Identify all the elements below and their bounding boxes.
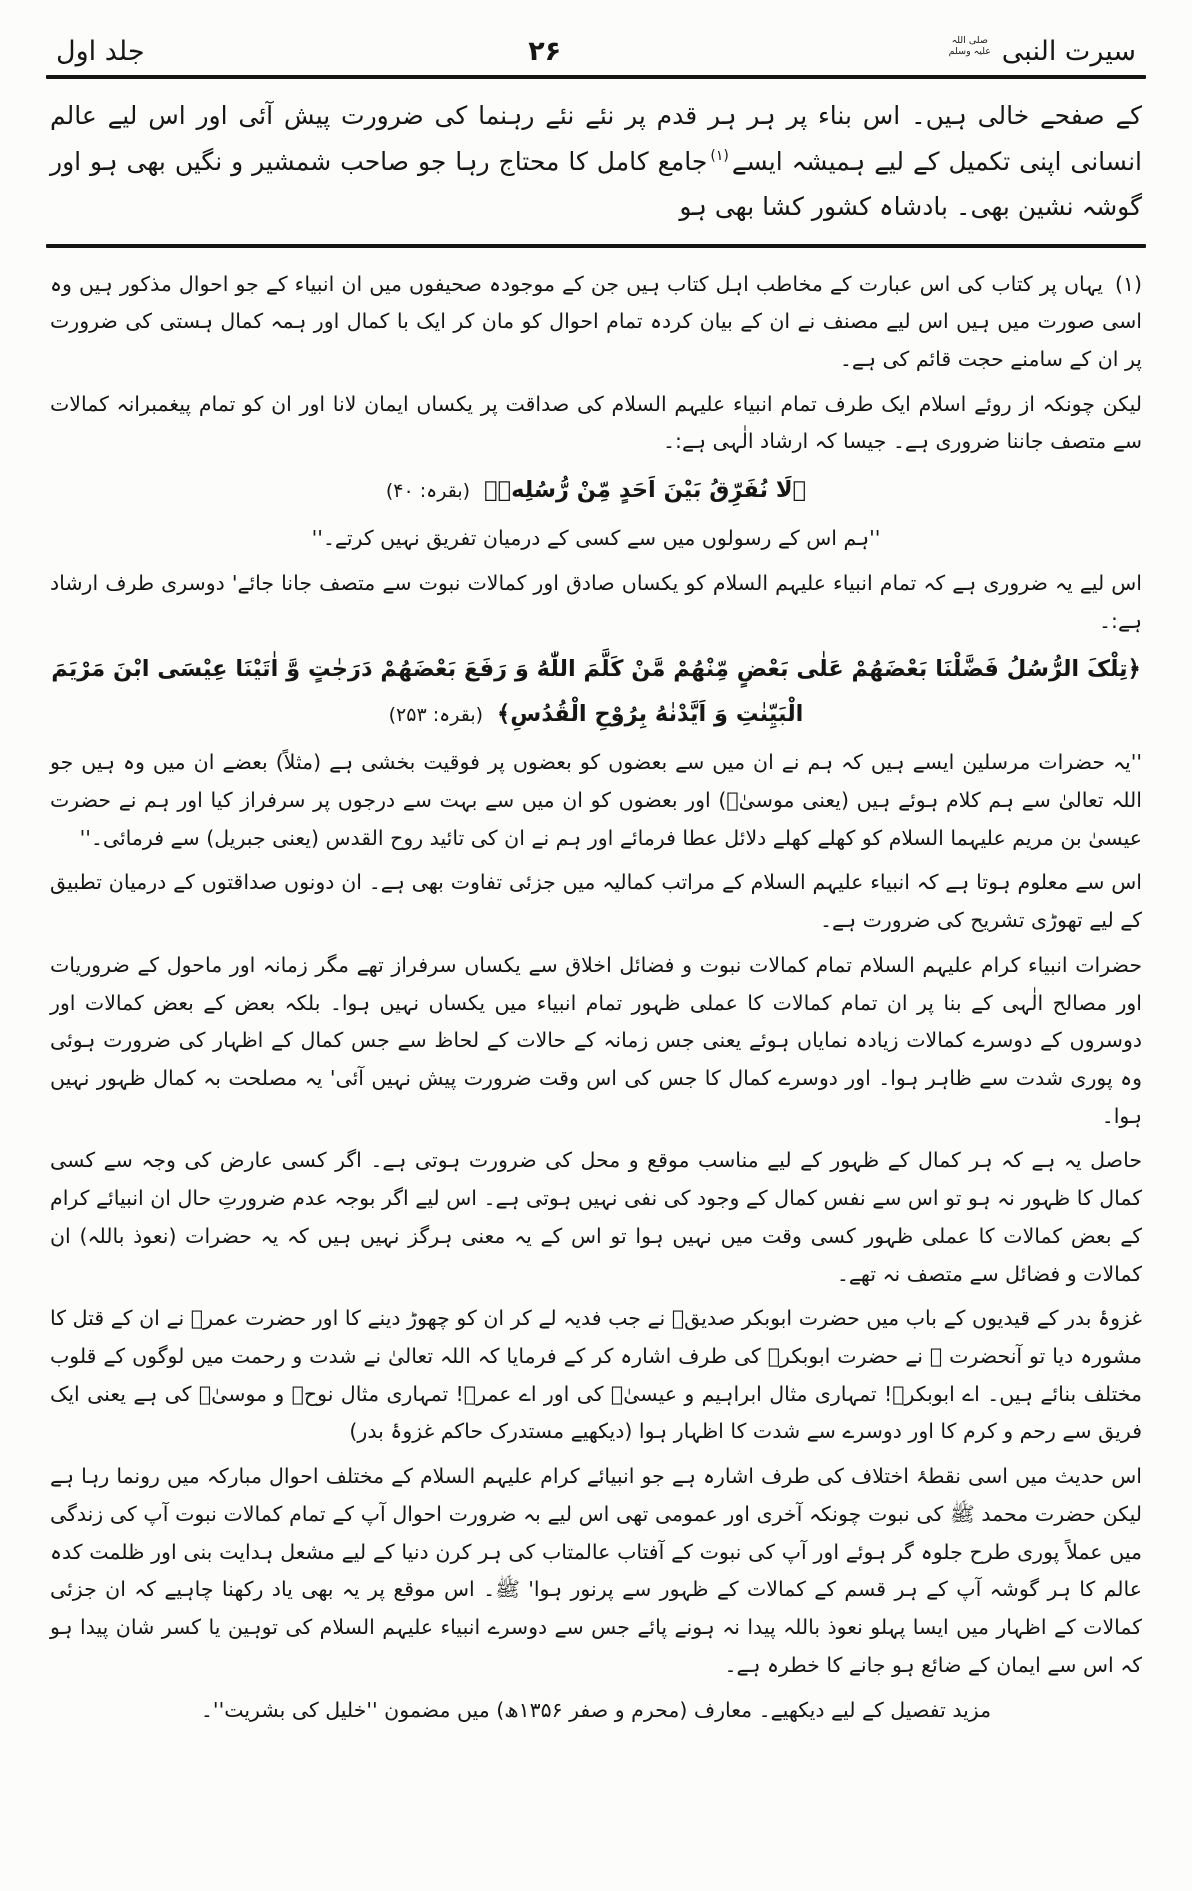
footnote-paragraph: [50, 266, 1142, 379]
quran-verse: [50, 647, 1142, 737]
footnote-section: [46, 266, 1146, 1730]
footnote-text: یہاں پر کتاب کی اس عبارت کے مخاطب اہل کتاب ہیں جن کے موجودہ صحیفوں میں ان انبیاء کے جو احوال مذکور ہیں وہ اسی صورت میں ہیں اس لیے مصنف نے ان کے بیان کردہ تمام احوال کو مان کر ایک با کمال اور ہمہ کمال ہستی کی ضرورت پر ان کے سامنے حجت قائم کی ہے۔: [50, 271, 1142, 371]
main-text-line2-before: کے لیے ہمیشہ ایسے: [731, 146, 940, 176]
footnote-marker: (۱): [1114, 271, 1142, 296]
volume-label: جلد اول: [56, 36, 145, 67]
footnote-paragraph: اس سے معلوم ہوتا ہے کہ انبیاء علیہم السلام کے مراتب کمالیہ میں جزئی تفاوت بھی ہے۔ ان دونوں صداقتوں کے درمیان تطبیق کے لیے تھوڑی تشریح کی ضرورت ہے۔: [50, 870, 1142, 933]
main-text-line1: کے صفحے خالی ہیں۔ اس بناء پر ہر ہر قدم پر نئے نئے رہنما کی ضرورت پیش آئی اور اس لیے عالم انسانی اپنی تکمیل: [50, 101, 1142, 176]
book-title-text: سیرت النبی: [1001, 36, 1136, 67]
verse-translation: ''یہ حضرات مرسلین ایسے ہیں کہ ہم نے ان میں سے بعضوں کو بعضوں پر فوقیت بخشی ہے (مثلاً) بعضے ان میں وہ ہیں جو اللہ تعالیٰ سے ہم کلام ہوئے ہیں (یعنی موسیٰؑ) اور بعضوں کو ان میں سے بہت سے درجوں پر سرفراز کیا اور ہم نے حضرت عیسیٰ بن مریم علیہما السلام کو کھلے کھلے دلائل عطا فرمائے اور ہم نے ان کی تائید روح القدس (یعنی جبریل) سے فرمائی۔'': [50, 750, 1142, 850]
further-reading-note: مزید تفصیل کے لیے دیکھیے۔ معارف (محرم و صفر ۱۳۵۶ھ) میں مضمون ''خلیل کی بشریت''۔: [200, 1697, 992, 1722]
footnote-paragraph: لیکن چونکہ از روئے اسلام ایک طرف تمام انبیاء علیہم السلام کی صداقت پر یکساں ایمان لانا اور ان کو تمام پیغمبرانہ کمالات سے متصف جاننا ضروری ہے۔ جیسا کہ ارشاد الٰہی ہے:۔: [50, 391, 1142, 454]
book-title: [945, 36, 1136, 67]
main-text: [50, 93, 1142, 230]
page-header: [46, 30, 1146, 75]
page-number: ۲۶: [528, 36, 562, 67]
main-text-paragraph: [50, 93, 1142, 230]
salutation-mark: صلی اللہ علیہ وسلم: [948, 35, 991, 57]
footnote-paragraph: غزوۂ بدر کے قیدیوں کے باب میں حضرت ابوبکر صدیقؓ نے جب فدیہ لے کر ان کو چھوڑ دینے کا اور حضرت عمرؓ نے ان کے قتل کا مشورہ دیا تو آنحضرت ﷺ نے حضرت ابوبکرؓ کی طرف اشارہ کر کے فرمایا کہ اللہ تعالیٰ نے شدت و رحمت میں لوگوں کے قلوب مختلف بنائے ہیں۔ اے ابوبکرؓ! تمہاری مثال ابراہیم و عیسیٰؑ کی اور اے عمرؓ! تمہاری مثال نوحؑ و موسیٰؑ کی ہے یعنی ایک فریق سے رحم و کرم کا اور دوسرے سے شدت کا اظہار ہوا (دیکھیے مستدرک حاکم غزوۂ بدر): [50, 1306, 1143, 1444]
verse-citation: (بقرہ: ۴۰): [385, 480, 471, 503]
footnote-paragraph: اس حدیث میں اسی نقطۂ اختلاف کی طرف اشارہ ہے جو انبیائے کرام علیہم السلام کے مختلف احوال مبارکہ میں رونما رہا ہے لیکن حضرت محمد ﷺ کی نبوت چونکہ آخری اور عمومی تھی اس لیے بہ ضرورت احوال آپ کے تمام کمالات نبوت آپ کی زندگی میں عملاً پوری طرح جلوہ گر ہوئے اور آپ کی نبوت کے آفتاب عالمتاب کی ہر کرن دنیا کے لیے مشعل ہدایت بنی اور ظلمت کدہ عالم کا ہر گوشہ آپ کے ہر قسم کے کمالات کے ظہور سے پرنور ہوا' ﷺ۔ اس موقع پر یہ بھی یاد رکھنا چاہیے کہ ان جزئی کمالات کے اظہار میں ایسا پہلو نعوذ باللہ پیدا نہ ہونے پائے جس سے دوسرے انبیاء علیہم السلام کی توہین یا کسر شان پیدا ہو کہ اس سے ایمان کے ضائع ہو جانے کا خطرہ ہے۔: [50, 1464, 1142, 1677]
verse-translation: ''ہم اس کے رسولوں میں سے کسی کے درمیان تفریق نہیں کرتے۔'': [311, 526, 881, 551]
main-text-line2-after: جامع کامل کا محتاج رہا جو صاحب شمشیر و نگیں بھی ہو اور گوشہ نشین بھی۔ بادشاہ کشور کشا بھی ہو: [50, 146, 1142, 221]
quran-verse-text: ﴿لَا نُفَرِّقُ بَیْنَ اَحَدٍ مِّنْ رُّسُلِهٖ﴾: [484, 477, 807, 504]
verse-citation: (بقرہ: ۲۵۳): [388, 704, 484, 727]
footnote-divider-rule: [46, 244, 1146, 248]
footnote-paragraph: حاصل یہ ہے کہ ہر کمال کے ظہور کے لیے مناسب موقع و محل کی ضرورت ہوتی ہے۔ اگر کسی عارض کی وجہ سے کسی کمال کا ظہور نہ ہو تو اس سے نفس کمال کے وجود کی نفی نہیں ہوتی ہے۔ اس لیے اگر بوجہ عدم ضرورتِ حال ان انبیائے کرام کے بعض کمالات کا عملی ظہور کسی وقت میں نہیں ہوا تو اس کے یہ معنی ہرگز نہیں ہیں کہ یہ حضرات (نعوذ باللہ) ان کمالات و فضائل سے متصف نہ تھے۔: [50, 1148, 1142, 1286]
header-rule: [46, 75, 1146, 79]
quran-verse: [50, 468, 1142, 513]
footnote-reference: (۱): [710, 148, 729, 165]
footnote-paragraph: اس لیے یہ ضروری ہے کہ تمام انبیاء علیہم السلام کو یکساں صادق اور کمالات نبوت سے متصف جانا جائے' دوسری طرف ارشاد ہے:۔: [50, 570, 1142, 633]
footnote-paragraph: حضرات انبیاء کرام علیہم السلام تمام کمالات نبوت و فضائل اخلاق سے یکساں سرفراز تھے مگر زمانہ اور ماحول کے ضروریات اور مصالح الٰہی کے بنا پر ان تمام کمالات کا عملی ظہور تمام انبیاء میں یکساں نہیں ہوا۔ بلکہ بعض کے بعض کمالات اور دوسروں کے دوسرے کمالات زیادہ نمایاں ہوئے یعنی جس زمانہ کے حالات کے لحاظ سے جس کمال کے اظہار کی ضرورت ہوئی وہ پوری شدت سے ظاہر ہوا۔ اور دوسرے کمال کا جس کی اس وقت ضرورت پیش نہیں آئی' یہ مصلحت بہ کمال ظہور نہیں ہوا۔: [50, 952, 1142, 1128]
quran-verse-text: ﴿تِلْکَ الرُّسُلُ فَضَّلْنَا بَعْضَهُمْ عَلٰی بَعْضٍ مِّنْهُمْ مَّنْ کَلَّمَ اللّٰهُ وَ رَفَعَ بَعْضَهُمْ دَرَجٰتٍ وَّ اٰتَیْنَا عِیْسَی ابْنَ مَرْیَمَ الْبَیِّنٰتِ وَ اَیَّدْنٰهُ بِرُوْحِ الْقُدُسِ﴾: [51, 656, 1141, 728]
